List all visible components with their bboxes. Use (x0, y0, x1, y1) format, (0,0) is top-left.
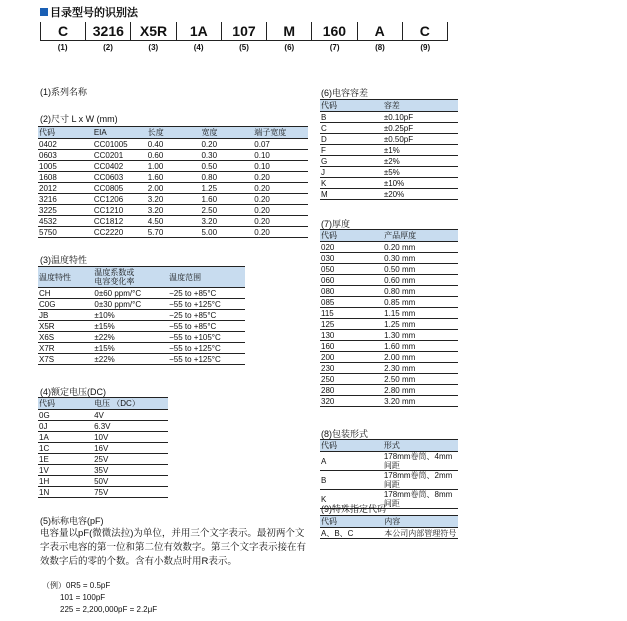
code-part: 1A (176, 22, 221, 40)
table-row (38, 139, 308, 150)
table-row (320, 471, 458, 490)
column-header: 内容 (383, 516, 458, 528)
table-row (38, 321, 245, 332)
code-part: X5R (130, 22, 175, 40)
header-row (38, 127, 308, 139)
table-cell: G (320, 156, 383, 167)
table-cell: C0G (38, 299, 93, 310)
table-cell: ±0.10pF (383, 112, 458, 123)
table-row (38, 421, 168, 432)
table-cell: 2.50 (200, 205, 253, 216)
table-cell: 75V (93, 487, 168, 498)
code-part: 3216 (85, 22, 130, 40)
table-cell: 1.30 mm (383, 330, 458, 341)
table-row (38, 454, 168, 465)
code-part: 107 (221, 22, 266, 40)
table-cell: A (320, 452, 383, 471)
table-cell: ±10% (93, 310, 168, 321)
table-cell: 2.30 mm (383, 363, 458, 374)
table-cell: ±20% (383, 189, 458, 200)
section-5-title: (5)标称电容(pF) (40, 516, 104, 526)
table-row (320, 396, 458, 407)
code-part: 160 (311, 22, 356, 40)
table-row (320, 123, 458, 134)
table-row (38, 288, 245, 299)
table-cell: 0±30 ppm/°C (93, 299, 168, 310)
table-row (38, 476, 168, 487)
table-cell: 0.20 (253, 227, 308, 238)
table-cell: 250 (320, 374, 383, 385)
column-header: 代码 (320, 100, 383, 112)
table-cell: CC1812 (93, 216, 147, 227)
table-cell: ±10% (383, 178, 458, 189)
table-row (320, 145, 458, 156)
code-index: (4) (193, 43, 204, 52)
table-cell: CC1206 (93, 194, 147, 205)
table-row (320, 156, 458, 167)
section-8-title: (8)包装形式 (321, 429, 368, 439)
example-1: （例）0R5 = 0.5pF (42, 581, 111, 590)
table-cell: 5.00 (200, 227, 253, 238)
table-cell: CH (38, 288, 93, 299)
table-row (320, 253, 458, 264)
table-cell: CC01005 (93, 139, 147, 150)
code-index: (8) (375, 43, 385, 52)
column-header: 温度范围 (168, 267, 245, 288)
table-cell: B (320, 471, 383, 490)
table-cell: 280 (320, 385, 383, 396)
table-cell: F (320, 145, 383, 156)
table-cell: 3225 (38, 205, 93, 216)
table-row (320, 134, 458, 145)
table-row (320, 264, 458, 275)
size-table (38, 126, 308, 238)
table-cell: 0.60 mm (383, 275, 458, 286)
special-code-table (320, 515, 458, 539)
table-cell: CC0201 (93, 150, 147, 161)
table-cell: K (320, 178, 383, 189)
table-cell: 0.60 (147, 150, 201, 161)
table-cell: 0402 (38, 139, 93, 150)
table-cell: 125 (320, 319, 383, 330)
table-cell: 0.50 mm (383, 264, 458, 275)
temperature-table (38, 266, 245, 365)
table-cell: X6S (38, 332, 93, 343)
table-cell: CC1210 (93, 205, 147, 216)
column-header: 电压 （DC） (93, 398, 168, 410)
code-part: C (40, 22, 85, 40)
table-cell: 1.60 (200, 194, 253, 205)
table-row (320, 308, 458, 319)
section-4-title: (4)额定电压(DC) (40, 387, 106, 397)
table-row (320, 242, 458, 253)
table-cell: 6.3V (93, 421, 168, 432)
table-cell: ±22% (93, 332, 168, 343)
table-cell: X7S (38, 354, 93, 365)
header-row (38, 398, 168, 410)
table-cell: −55 to +125°C (168, 299, 245, 310)
table-row (38, 410, 168, 421)
section-6-title: (6)电容容差 (321, 88, 368, 98)
table-cell: 1C (38, 443, 93, 454)
code-index: (2) (103, 43, 113, 52)
table-row (38, 161, 308, 172)
table-cell: 2.50 mm (383, 374, 458, 385)
table-cell: 0.20 (253, 216, 308, 227)
table-cell: J (320, 167, 383, 178)
table-cell: 0603 (38, 150, 93, 161)
table-cell: X7R (38, 343, 93, 354)
part-number-indices (40, 43, 448, 52)
table-row (38, 443, 168, 454)
table-cell: 0G (38, 410, 93, 421)
table-cell: ±15% (93, 343, 168, 354)
table-cell: 0.30 mm (383, 253, 458, 264)
code-index: (6) (284, 43, 295, 52)
table-row (38, 194, 308, 205)
header-row (320, 516, 458, 528)
table-cell: 50V (93, 476, 168, 487)
table-cell: 085 (320, 297, 383, 308)
table-row (38, 310, 245, 321)
table-cell: 080 (320, 286, 383, 297)
table-cell: 2.00 (147, 183, 201, 194)
page-title: 目录型号的识别法 (40, 4, 138, 20)
table-cell: JB (38, 310, 93, 321)
table-cell: CC0402 (93, 161, 147, 172)
code-index: (5) (239, 43, 249, 52)
table-cell: 115 (320, 308, 383, 319)
table-cell: 2.00 mm (383, 352, 458, 363)
table-row (320, 297, 458, 308)
code-part: A (357, 22, 402, 40)
table-cell: 2012 (38, 183, 93, 194)
column-header: 端子宽度 (253, 127, 308, 139)
table-row (320, 178, 458, 189)
table-cell: 本公司内部管理符号 (384, 528, 457, 538)
table-cell: 1.00 (147, 161, 201, 172)
table-cell: 1005 (38, 161, 93, 172)
column-header: 形式 (383, 440, 458, 452)
table-cell: 0.80 (200, 172, 253, 183)
table-cell: CC0603 (93, 172, 147, 183)
table-cell: 1H (38, 476, 93, 487)
table-cell: 0.40 (147, 139, 201, 150)
table-row (320, 319, 458, 330)
table-cell: 060 (320, 275, 383, 286)
table-cell: 1.15 mm (383, 308, 458, 319)
code-part: C (402, 22, 448, 40)
table-cell: ±1% (383, 145, 458, 156)
table-cell: 178mm卷筒、2mm间距 (383, 471, 458, 490)
column-header: 温度特性 (38, 267, 93, 288)
table-cell: 3216 (38, 194, 93, 205)
table-cell: 10V (93, 432, 168, 443)
table-cell: 0.30 (200, 150, 253, 161)
table-cell: 0.20 (253, 183, 308, 194)
section-9-title: (9)特殊指定代码 (321, 504, 386, 514)
column-header: 代码 (38, 398, 93, 410)
table-cell: 230 (320, 363, 383, 374)
table-cell: 1.25 (200, 183, 253, 194)
table-cell: 0.20 (200, 139, 253, 150)
table-cell: 130 (320, 330, 383, 341)
table-row (38, 216, 308, 227)
code-part: M (266, 22, 311, 40)
table-row (320, 341, 458, 352)
column-header: 温度系数或 电容变化率 (93, 267, 168, 288)
code-index: (3) (148, 43, 159, 52)
table-cell: D (320, 134, 383, 145)
table-row (320, 189, 458, 200)
table-cell: ±15% (93, 321, 168, 332)
table-cell: CC0805 (93, 183, 147, 194)
table-cell: 0.20 (253, 194, 308, 205)
code-index: (7) (329, 43, 340, 52)
table-cell: 25V (93, 454, 168, 465)
table-row (38, 299, 245, 310)
table-cell: 3.20 (200, 216, 253, 227)
table-cell: 1.60 mm (383, 341, 458, 352)
table-row (320, 286, 458, 297)
table-row (320, 528, 458, 539)
column-header: 代码 (320, 230, 383, 242)
table-cell: 5.70 (147, 227, 201, 238)
table-cell: 050 (320, 264, 383, 275)
example-3: 225 = 2,200,000pF = 2.2μF (60, 605, 158, 614)
packaging-table (320, 439, 458, 509)
table-row (38, 354, 245, 365)
table-cell: 1A (38, 432, 93, 443)
table-cell: 0J (38, 421, 93, 432)
table-cell: −55 to +125°C (168, 354, 245, 365)
example-2: 101 = 100pF (60, 593, 106, 602)
table-row (320, 374, 458, 385)
square-bullet-icon (40, 8, 48, 16)
table-cell: 320 (320, 396, 383, 407)
table-cell: 0.85 mm (383, 297, 458, 308)
code-index: (1) (57, 43, 68, 52)
column-header: 宽度 (200, 127, 253, 139)
table-row (38, 332, 245, 343)
table-cell: CC2220 (93, 227, 147, 238)
table-cell: 3.20 mm (383, 396, 458, 407)
table-cell: 16V (93, 443, 168, 454)
table-cell: −55 to +85°C (168, 321, 245, 332)
table-cell: 0.20 (253, 172, 308, 183)
table-row (38, 172, 308, 183)
table-cell: 1.60 (147, 172, 201, 183)
table-cell: −55 to +125°C (168, 343, 245, 354)
capacitance-description: 电容量以pF(微微法拉)为单位，并用三个文字表示。最初两个文字表示电容的第一位和第二位有效数字。第三个文字表示接在有效数字后的零的个数。含有小数点时用R表示。 (40, 528, 307, 567)
table-row (320, 167, 458, 178)
column-header: 容差 (383, 100, 458, 112)
table-cell: 178mm卷筒、8mm间距 (383, 490, 458, 509)
table-cell: 0.80 mm (383, 286, 458, 297)
table-row (320, 352, 458, 363)
table-cell: 0.07 (253, 139, 308, 150)
table-row (38, 150, 308, 161)
header-row (38, 267, 245, 288)
table-cell: 020 (320, 242, 383, 253)
table-cell: X5R (38, 321, 93, 332)
table-cell: 160 (320, 341, 383, 352)
table-cell: −25 to +85°C (168, 310, 245, 321)
table-cell: C (320, 123, 383, 134)
table-cell: ±22% (93, 354, 168, 365)
header-row (320, 440, 458, 452)
table-cell: 200 (320, 352, 383, 363)
column-header: 代码 (320, 516, 383, 528)
table-cell: A、B、C (320, 528, 383, 539)
table-cell: ±0.25pF (383, 123, 458, 134)
table-row (38, 465, 168, 476)
thickness-table (320, 229, 458, 407)
table-row (38, 205, 308, 216)
section-3-title: (3)温度特性 (40, 255, 87, 265)
tolerance-table (320, 99, 458, 200)
section-7-title: (7)厚度 (321, 219, 350, 229)
table-row (38, 432, 168, 443)
table-row (38, 487, 168, 498)
table-cell: 1N (38, 487, 93, 498)
table-cell: 0.10 (253, 161, 308, 172)
voltage-table (38, 397, 168, 498)
table-cell: 1E (38, 454, 93, 465)
table-row (320, 112, 458, 123)
table-cell: −25 to +85°C (168, 288, 245, 299)
header-row (320, 100, 458, 112)
table-cell: M (320, 189, 383, 200)
table-cell: 4V (93, 410, 168, 421)
table-cell: 1608 (38, 172, 93, 183)
table-row (38, 227, 308, 238)
table-cell: 0.50 (200, 161, 253, 172)
table-cell: 0.20 mm (383, 242, 458, 253)
part-number-breakdown (40, 22, 448, 41)
table-cell: 0.10 (253, 150, 308, 161)
table-cell: 178mm卷筒、4mm间距 (383, 452, 458, 471)
table-cell: K (320, 490, 383, 509)
column-header: 代码 (320, 440, 383, 452)
table-row (320, 363, 458, 374)
table-cell: 4.50 (147, 216, 201, 227)
table-cell: 0.20 (253, 205, 308, 216)
table-cell: 2.80 mm (383, 385, 458, 396)
table-cell: 3.20 (147, 205, 201, 216)
table-cell: 5750 (38, 227, 93, 238)
table-row (38, 343, 245, 354)
table-cell: B (320, 112, 383, 123)
section-2-title: (2)尺寸 L x W (mm) (40, 114, 118, 124)
table-cell: ±2% (383, 156, 458, 167)
section-1-title: (1)系列名称 (40, 87, 87, 97)
table-cell: ±0.50pF (383, 134, 458, 145)
column-header: 产品厚度 (383, 230, 458, 242)
table-cell: 1.25 mm (383, 319, 458, 330)
header-row (320, 230, 458, 242)
table-row (38, 183, 308, 194)
table-cell: 0±60 ppm/°C (93, 288, 168, 299)
code-index: (9) (420, 43, 431, 52)
table-row (320, 385, 458, 396)
column-header: 长度 (147, 127, 201, 139)
table-cell: 1V (38, 465, 93, 476)
table-cell: ±5% (383, 167, 458, 178)
table-cell: 3.20 (147, 194, 201, 205)
table-cell: 4532 (38, 216, 93, 227)
table-cell: −55 to +105°C (168, 332, 245, 343)
table-row (320, 275, 458, 286)
column-header: EIA (93, 127, 147, 139)
table-cell: 35V (93, 465, 168, 476)
table-row (320, 330, 458, 341)
column-header: 代码 (38, 127, 93, 139)
table-row (320, 452, 458, 471)
table-cell: 030 (320, 253, 383, 264)
